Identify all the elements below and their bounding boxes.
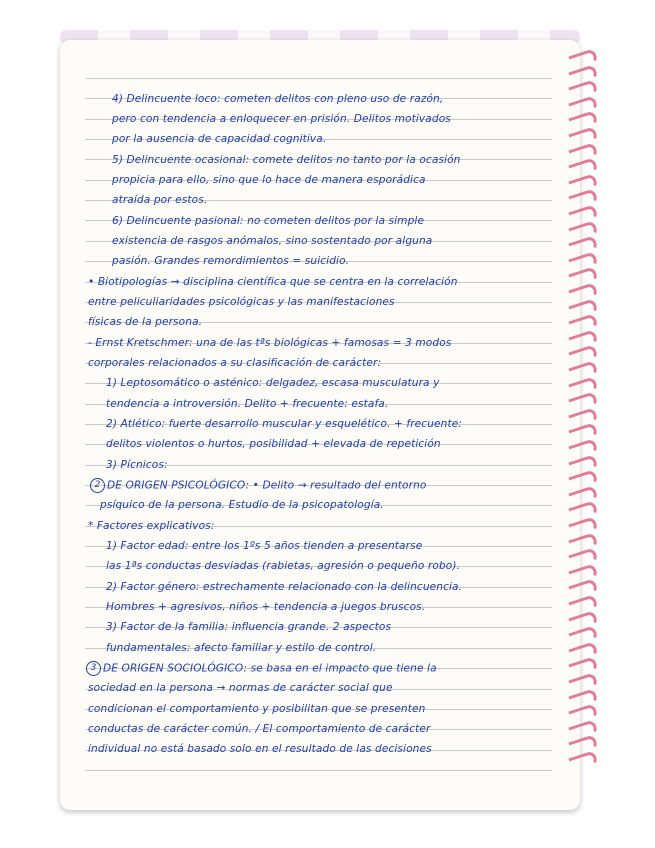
- note-line: 6) Delincuente pasional: no cometen delitos por la simple: [112, 215, 425, 227]
- circled-number: 2: [90, 478, 105, 493]
- note-line: 1) Factor edad: entre los 1ºs 5 años tienden a presentarse: [106, 540, 423, 552]
- note-line: delitos violentos o hurtos, posibilidad + elevada de repetición: [106, 438, 441, 450]
- note-line: condicionan el comportamiento y posibilitan que se presenten: [88, 703, 426, 715]
- note-line: Hombres + agresivos, niños + tendencia a juegos bruscos.: [106, 601, 426, 613]
- note-line: 2) Factor género: estrechamente relacionado con la delincuencia.: [106, 581, 463, 593]
- note-line: las 1ªs conductas desviadas (rabietas, agresión o pequeño robo).: [106, 560, 461, 572]
- section-heading-sociologico: [86, 661, 437, 676]
- note-line: 2) Atlético: fuerte desarrollo muscular y esquelético. + frecuente:: [106, 418, 463, 430]
- note-line: individual no está basado solo en el resultado de las decisiones: [88, 743, 432, 755]
- note-line: corporales relacionados a su clasificación de carácter:: [88, 357, 382, 369]
- note-line: conductas de carácter común. / El comportamiento de carácter: [88, 723, 431, 735]
- note-line: 1) Leptosomático o asténico: delgadez, escasa musculatura y: [106, 377, 440, 389]
- note-line: psíquico de la persona. Estudio de la psicopatología.: [100, 499, 384, 511]
- notebook-page: [60, 40, 580, 810]
- note-line: * Factores explicativos:: [88, 520, 215, 532]
- note-line: existencia de rasgos anómalos, sino sostentado por alguna: [112, 235, 433, 247]
- note-line: sociedad en la persona → normas de carácter social que: [88, 682, 393, 694]
- note-line: fundamentales: afecto familiar y estilo de control.: [106, 642, 377, 654]
- note-line: pasión. Grandes remordimientos = suicidio.: [112, 255, 350, 267]
- section-heading-psicologico: [90, 478, 427, 493]
- note-line: 4) Delincuente loco: cometen delitos con pleno uso de razón,: [112, 93, 444, 105]
- note-line: 5) Delincuente ocasional: comete delitos no tanto por la ocasión: [112, 154, 461, 166]
- note-line: propicia para ello, sino que lo hace de manera esporádica: [112, 174, 426, 186]
- ruled-line: [85, 78, 552, 79]
- note-line: pero con tendencia a enloquecer en prisión. Delitos motivados: [112, 113, 451, 125]
- note-line: 3) Factor de la familia: influencia grande. 2 aspectos: [106, 621, 392, 633]
- note-line: - Ernst Kretschmer: una de las tªs biológicas + famosas = 3 modos: [88, 337, 452, 349]
- note-line: DE ORIGEN SOCIOLÓGICO: se basa en el impacto que tiene la: [103, 662, 437, 675]
- ruled-line: [85, 770, 552, 771]
- note-line: atraída por estos.: [112, 194, 208, 206]
- note-line: por la ausencia de capacidad cognitiva.: [112, 133, 327, 145]
- note-line: tendencia a introversión. Delito + frecuente: estafa.: [106, 398, 389, 410]
- note-line: • Biotipologías → disciplina científica que se centra en la correlación: [88, 276, 458, 288]
- spiral-binding: [570, 52, 600, 772]
- circled-number: 3: [86, 661, 101, 676]
- note-line: DE ORIGEN PSICOLÓGICO: • Delito → resultado del entorno: [107, 479, 427, 492]
- note-line: físicas de la persona.: [88, 316, 203, 328]
- note-line: 3) Pícnicos:: [106, 459, 168, 471]
- note-line: entre peliculiaridades psicológicas y las manifestaciones: [88, 296, 395, 308]
